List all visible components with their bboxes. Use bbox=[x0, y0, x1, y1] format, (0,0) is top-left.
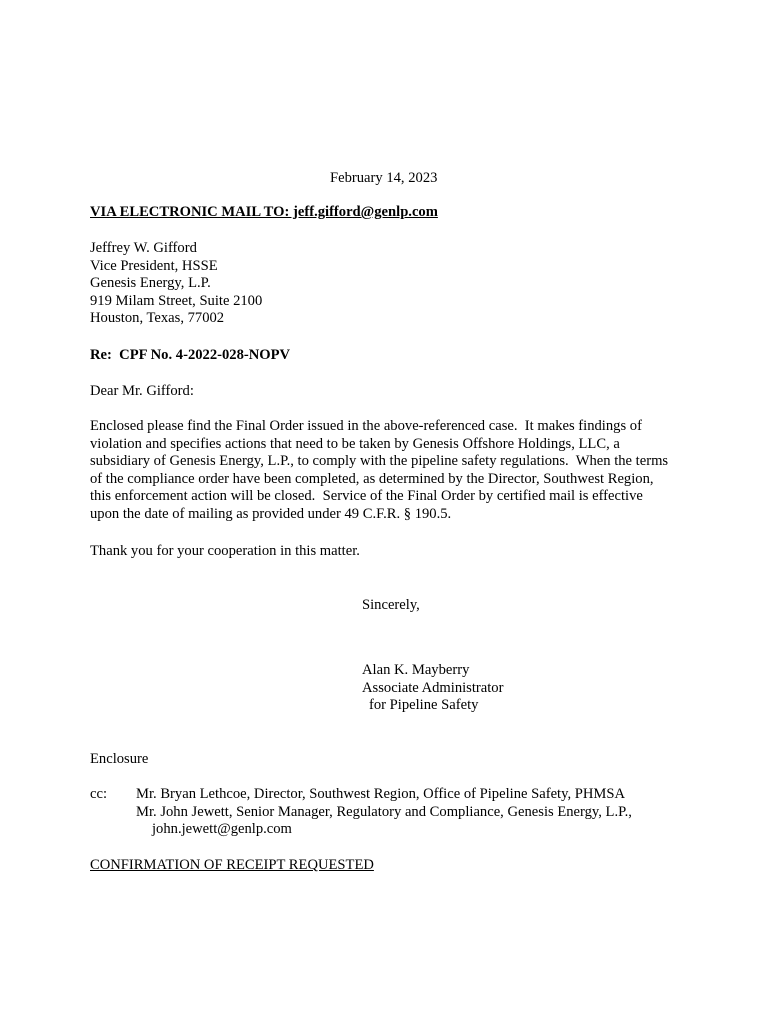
cc-line-3: john.jewett@genlp.com bbox=[152, 821, 292, 838]
confirmation-requested: CONFIRMATION OF RECEIPT REQUESTED bbox=[90, 857, 374, 873]
signer-name: Alan K. Mayberry bbox=[362, 662, 470, 678]
body-paragraph: Enclosed please find the Final Order issued in the above-referenced case. It makes findings of violation and specifies actions that need to be taken by Genesis Offshore Holdings, LLC, a subsidiary of Genesis Energy, L.P., to comply with the pipeline safety regulations. When the terms of the compliance order have been completed, as determined by the Director, Southwest Region, this enforcement action will be closed. Service of the Final Order by certified mail is effective upon the date of mailing as provided under 49 C.F.R. § 190.5. bbox=[90, 418, 672, 522]
signer-office: for Pipeline Safety bbox=[369, 697, 479, 714]
letter-date: February 14, 2023 bbox=[330, 170, 438, 186]
recipient-title: Vice President, HSSE bbox=[90, 257, 218, 274]
cc-line-2: Mr. John Jewett, Senior Manager, Regulatory and Compliance, Genesis Energy, L.P., bbox=[136, 803, 632, 820]
signer-title: Associate Administrator bbox=[362, 679, 504, 696]
cc-line-1: Mr. Bryan Lethcoe, Director, Southwest Region, Office of Pipeline Safety, PHMSA bbox=[136, 786, 626, 802]
cc-label: cc: bbox=[90, 786, 108, 802]
recipient-address bbox=[90, 240, 262, 328]
cc-recipients bbox=[136, 786, 632, 839]
recipient-street: 919 Milam Street, Suite 2100 bbox=[90, 292, 263, 309]
closing: Sincerely, bbox=[362, 597, 420, 613]
thanks-line: Thank you for your cooperation in this matter. bbox=[90, 543, 360, 559]
recipient-city: Houston, Texas, 77002 bbox=[90, 310, 225, 327]
re-line: Re: CPF No. 4-2022-028-NOPV bbox=[90, 347, 291, 363]
enclosure-label: Enclosure bbox=[90, 751, 149, 767]
recipient-company: Genesis Energy, L.P. bbox=[90, 275, 211, 292]
via-email-line: VIA ELECTRONIC MAIL TO: jeff.gifford@genlp.com bbox=[90, 204, 438, 220]
signature-block bbox=[362, 662, 503, 715]
recipient-name: Jeffrey W. Gifford bbox=[90, 240, 197, 256]
salutation: Dear Mr. Gifford: bbox=[90, 383, 194, 399]
